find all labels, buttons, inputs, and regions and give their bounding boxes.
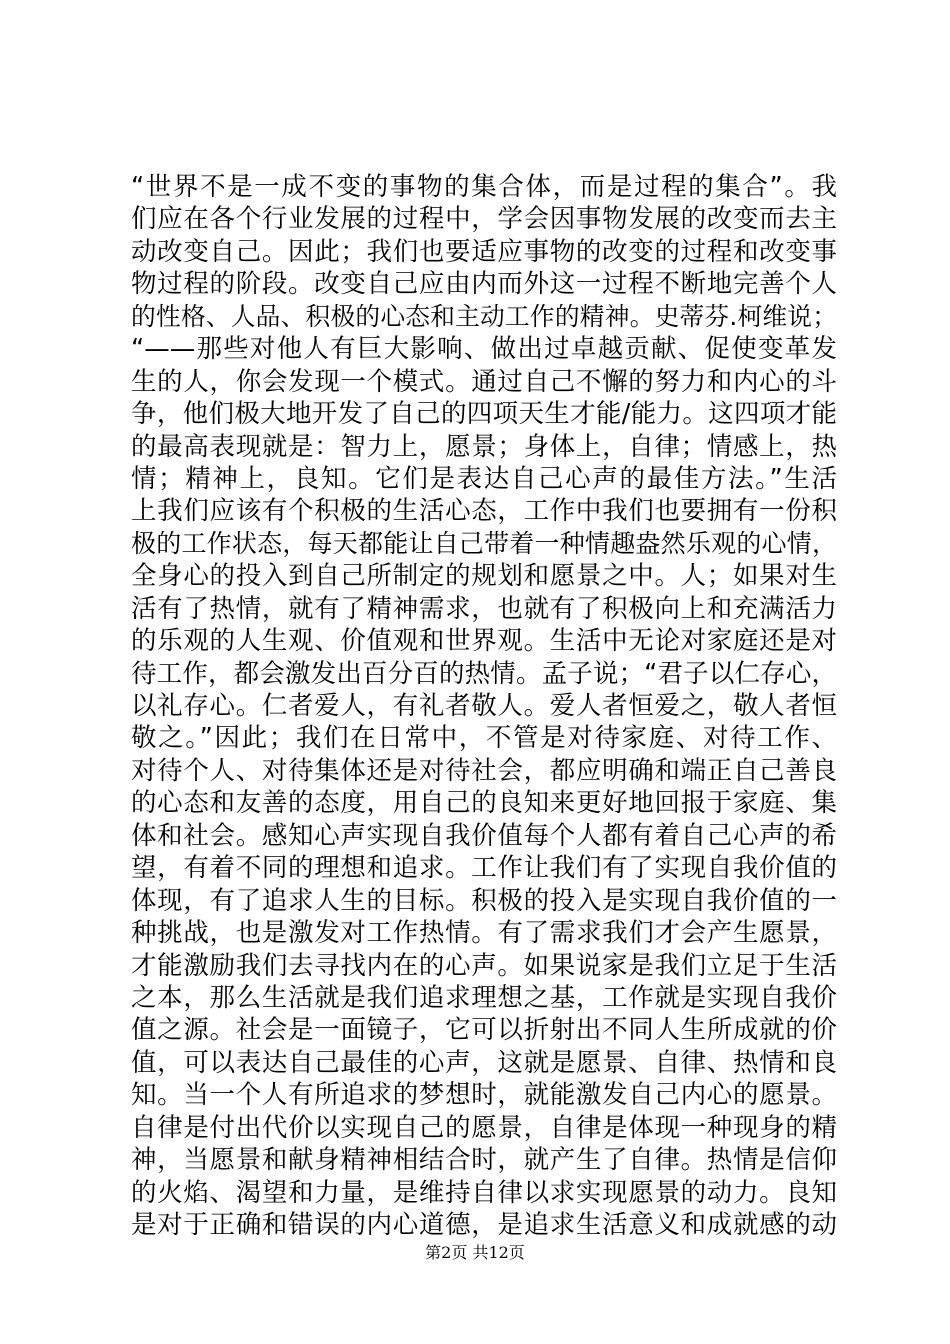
text-line: 之本，那么生活就是我们追求理想之基，工作就是实现自我价 (131, 982, 837, 1013)
text-line: 全身心的投入到自己所制定的规划和愿景之中。人；如果对生 (131, 561, 837, 592)
text-line: 是对于正确和错误的内心道德，是追求生活意义和成就感的动 (131, 1210, 837, 1240)
text-line: 对待个人、对待集体还是对待社会，都应明确和端正自己善良 (131, 755, 837, 786)
text-line: “世界不是一成不变的事物的集合体，而是过程的集合”。我 (131, 172, 837, 202)
text-line: 活有了热情，就有了精神需求，也就有了积极向上和充满活力 (131, 593, 837, 624)
text-line: 的乐观的人生观、价值观和世界观。生活中无论对家庭还是对 (131, 626, 837, 657)
text-line: 种挑战，也是激发对工作热情。有了需求我们才会产生愿景， (131, 918, 837, 949)
text-line: 待工作，都会激发出百分百的热情。孟子说；“君子以仁存心， (131, 658, 837, 689)
text-line: 才能激励我们去寻找内在的心声。如果说家是我们立足于生活 (131, 950, 837, 981)
text-line: 的最高表现就是：智力上，愿景；身体上，自律；情感上，热 (131, 431, 837, 462)
text-line: 生的人，你会发现一个模式。通过自己不懈的努力和内心的斗 (131, 366, 837, 397)
text-line: 上我们应该有个积极的生活心态，工作中我们也要拥有一份积 (131, 496, 837, 527)
text-line: 物过程的阶段。改变自己应由内而外这一过程不断地完善个人 (131, 269, 837, 300)
text-line: 值之源。社会是一面镜子，它可以折射出不同人生所成就的价 (131, 1015, 837, 1046)
text-line: 争，他们极大地开发了自己的四项天生才能/能力。这四项才能 (131, 399, 837, 430)
body-text (131, 171, 837, 1241)
text-line: 们应在各个行业发展的过程中，学会因事物发展的改变而去主 (131, 204, 837, 235)
page-number: 第2页 共12页 (425, 1243, 525, 1262)
text-line: 以礼存心。仁者爱人，有礼者敬人。爱人者恒爱之，敬人者恒 (131, 691, 837, 721)
text-line: 情；精神上，良知。它们是表达自己心声的最佳方法。”生活 (131, 463, 837, 494)
text-line: 体和社会。感知心声实现自我价值每个人都有着自己心声的希 (131, 820, 837, 851)
text-line: 的火焰、渴望和力量，是维持自律以求实现愿景的动力。良知 (131, 1177, 837, 1208)
text-line: 自律是付出代价以实现自己的愿景，自律是体现一种现身的精 (131, 1112, 837, 1143)
text-line: 体现，有了追求人生的目标。积极的投入是实现自我价值的一 (131, 885, 837, 916)
text-line: 的性格、人品、积极的心态和主动工作的精神。史蒂芬.柯维说； (131, 301, 837, 331)
text-line: 的心态和友善的态度，用自己的良知来更好地回报于家庭、集 (131, 788, 837, 819)
text-line: 知。当一个人有所追求的梦想时，就能激发自己内心的愿景。 (131, 1080, 837, 1111)
text-line: “——那些对他人有巨大影响、做出过卓越贡献、促使变革发 (131, 334, 837, 365)
text-line: 神，当愿景和献身精神相结合时，就产生了自律。热情是信仰 (131, 1145, 837, 1176)
text-line: 值，可以表达自己最佳的心声，这就是愿景、自律、热情和良 (131, 1047, 837, 1078)
text-line: 动改变自己。因此；我们也要适应事物的改变的过程和改变事 (131, 236, 837, 267)
text-line: 极的工作状态，每天都能让自己带着一种情趣盎然乐观的心情， (131, 528, 837, 558)
text-line: 望，有着不同的理想和追求。工作让我们有了实现自我价值的 (131, 853, 837, 884)
text-line: 敬之。”因此；我们在日常中，不管是对待家庭、对待工作、 (131, 723, 837, 754)
